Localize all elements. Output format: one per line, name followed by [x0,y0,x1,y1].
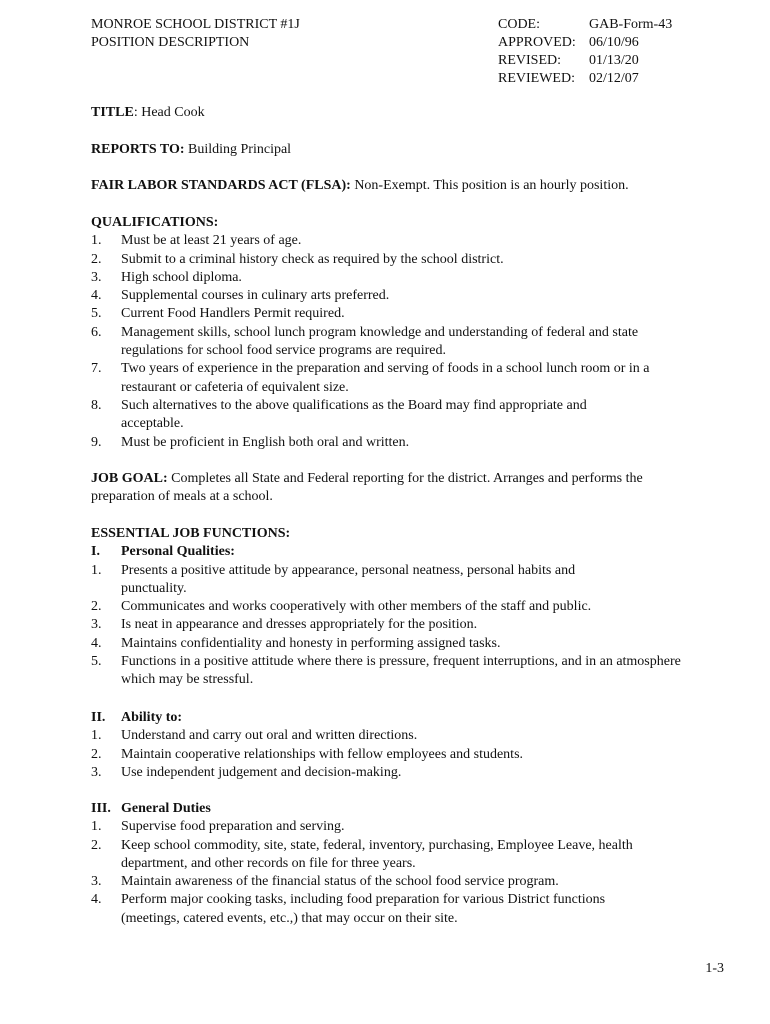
list-item-text: Is neat in appearance and dresses appropriately for the position. [121,617,478,633]
list-item-continuation [91,671,741,689]
list-item [91,891,741,909]
list-item-number [91,580,121,598]
section-heading [91,709,741,727]
flsa-label: FAIR LABOR STANDARDS ACT (FLSA): [91,178,351,193]
list-item-text: Submit to a criminal history check as required by the school district. [121,251,504,267]
title-label: TITLE [91,105,134,120]
list-item-number [91,415,121,433]
meta-value: 06/10/96 [589,35,639,50]
qualifications-list [91,232,741,452]
list-item-number: 1. [91,819,102,835]
list-item-number: 5. [91,654,102,670]
qualifications-heading: QUALIFICATIONS: [91,215,219,230]
list-item [91,232,741,250]
list-item-text: department, and other records on file for three years. [121,855,416,871]
job-goal-section [91,470,741,507]
document-meta [498,16,672,88]
meta-value: 01/13/20 [589,53,639,68]
section-roman-numeral: I. [91,544,100,560]
list-item-text: Perform major cooking tasks, including food preparation for various District functions [121,892,606,908]
list-item [91,287,741,305]
essential-section-ability [91,709,741,782]
list-item-text: punctuality. [121,580,187,596]
meta-label: CODE: [498,17,540,32]
list-item-text: which may be stressful. [121,672,254,688]
section-heading [91,543,741,561]
list-item [91,837,741,855]
list-item-text: Keep school commodity, site, state, federal, inventory, purchasing, Employee Leave, health [121,837,633,853]
list-item-number: 1. [91,728,102,744]
essential-functions-section [91,525,741,690]
meta-label: REVIEWED: [498,71,575,86]
document-type: POSITION DESCRIPTION [91,35,250,50]
list-item-number: 4. [91,892,102,908]
list-item-continuation [91,580,741,598]
list-item-text: Two years of experience in the preparation and serving of foods in a school lunch room or in a [121,361,650,377]
list-item [91,251,741,269]
list-item-text: (meetings, catered events, etc.,) that may occur on their site. [121,910,458,926]
list-item-number: 7. [91,361,102,377]
list-item-number: 4. [91,288,102,304]
list-item [91,818,741,836]
list-item-text: Maintain cooperative relationships with fellow employees and students. [121,746,524,762]
list-item [91,397,741,415]
list-item-text: Maintains confidentiality and honesty in performing assigned tasks. [121,635,501,651]
essential-section-general-duties [91,800,741,928]
list-item [91,360,741,378]
flsa-line [91,177,741,195]
job-goal-text: Completes all State and Federal reporting for the district. Arranges and performs the [167,471,643,486]
list-item-continuation [91,855,741,873]
reports-to-line [91,141,741,159]
list-item [91,562,741,580]
list-item-continuation [91,342,741,360]
list-item-text: Understand and carry out oral and written directions. [121,728,418,744]
list-item-number: 4. [91,635,102,651]
list-item [91,434,741,452]
meta-reviewed [498,70,672,88]
list-item-number [91,342,121,360]
section-title: Ability to: [121,710,183,725]
list-item-text: Current Food Handlers Permit required. [121,306,345,322]
meta-code [498,16,672,34]
meta-label: REVISED: [498,53,561,68]
list-item-number: 2. [91,746,102,762]
qualifications-section [91,214,741,452]
essential-functions-heading: ESSENTIAL JOB FUNCTIONS: [91,526,291,541]
header-left [91,16,300,52]
list-item [91,305,741,323]
reports-to-label: REPORTS TO: [91,142,185,157]
list-item-text: Management skills, school lunch program knowledge and understanding of federal and state [121,324,639,340]
list-item-number: 5. [91,306,102,322]
job-goal-label: JOB GOAL: [91,471,168,486]
list-item [91,873,741,891]
section-roman-numeral: II. [91,710,106,725]
list-item-number: 3. [91,617,102,633]
meta-value: 02/12/07 [589,71,639,86]
list-item-text: High school diploma. [121,269,242,285]
meta-value: GAB-Form-43 [589,17,673,32]
list-item-number: 3. [91,764,102,780]
title-value: : Head Cook [133,105,205,120]
flsa-value: Non-Exempt. This position is an hourly position. [350,178,629,193]
meta-approved [498,34,672,52]
list-item-number [91,671,121,689]
list-item [91,635,741,653]
list-item [91,764,741,782]
list-item-continuation [91,910,741,928]
list-item-number: 1. [91,233,102,249]
list-item-number [91,910,121,928]
list-item-text: Supplemental courses in culinary arts preferred. [121,288,390,304]
list-item-number: 3. [91,269,102,285]
meta-label: APPROVED: [498,35,576,50]
meta-revised [498,52,672,70]
section-title: General Duties [121,801,211,816]
list-item-number: 2. [91,837,102,853]
list-item-continuation [91,379,741,397]
list-item-number: 2. [91,251,102,267]
list-item-number: 6. [91,324,102,340]
list-item-text: Maintain awareness of the financial status of the school food service program. [121,874,559,890]
page-number: 1-3 [705,961,724,976]
district-name: MONROE SCHOOL DISTRICT #1J [91,17,300,32]
list-item-text: Presents a positive attitude by appearance, personal neatness, personal habits and [121,562,576,578]
section-heading [91,800,741,818]
list-item-text: Functions in a positive attitude where there is pressure, frequent interruptions, and in an atmosphere [121,654,681,670]
section-roman-numeral: III. [91,801,111,816]
list-item-text: Such alternatives to the above qualifications as the Board may find appropriate and [121,397,587,413]
list-item-number: 8. [91,397,102,413]
list-item-text: Communicates and works cooperatively with other members of the staff and public. [121,599,592,615]
section-title: Personal Qualities: [121,544,235,560]
list-item [91,653,741,671]
essential-section-personal-qualities [91,543,741,689]
title-line [91,104,741,122]
list-item-number [91,855,121,873]
list-item [91,324,741,342]
list-item-text: regulations for school food service programs are required. [121,343,446,359]
list-item-text: Use independent judgement and decision-making. [121,764,402,780]
reports-to-value: Building Principal [184,142,292,157]
list-item-text: acceptable. [121,416,184,432]
list-item [91,269,741,287]
list-item-number: 1. [91,562,102,578]
list-item-continuation [91,415,741,433]
list-item [91,727,741,745]
list-item [91,598,741,616]
list-item-text: Must be at least 21 years of age. [121,233,302,249]
list-item-number [91,379,121,397]
list-item [91,616,741,634]
list-item-number: 9. [91,434,102,450]
list-item-text: Supervise food preparation and serving. [121,819,345,835]
list-item-number: 2. [91,599,102,615]
list-item [91,746,741,764]
list-item-number: 3. [91,874,102,890]
list-item-text: Must be proficient in English both oral and written. [121,434,410,450]
job-goal-text-cont: preparation of meals at a school. [91,489,273,505]
list-item-text: restaurant or cafeteria of equivalent size. [121,379,349,395]
